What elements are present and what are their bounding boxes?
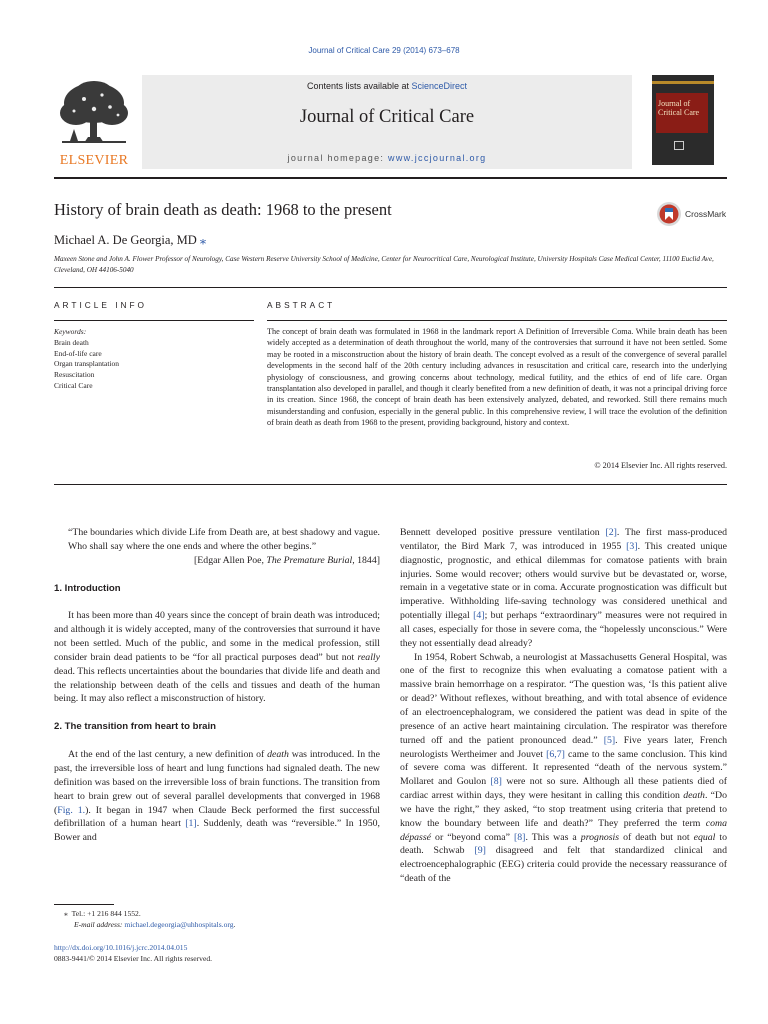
masthead-band <box>142 75 632 169</box>
paragraph-transition <box>54 748 380 845</box>
doi-block <box>54 942 212 964</box>
contents-line <box>142 81 632 91</box>
reference-link[interactable]: [8] <box>514 831 526 843</box>
author-affiliation: Maxeen Stone and John A. Flower Professor of Neurology, Case Western Reserve University School of Medicine, Center for Neurocritical Care, Neurological Institute, University Hospitals Case Medical Center, 11100 Euclid Ave, Cleveland, OH 44106-5040 <box>54 255 714 274</box>
abstract-copyright: © 2014 Elsevier Inc. All rights reserved. <box>594 461 727 470</box>
keyword-item: End-of-life care <box>54 348 102 358</box>
crossmark-badge[interactable] <box>656 201 728 227</box>
reference-link[interactable]: [5] <box>603 734 616 746</box>
text-run: . “Do we have the right,” they asked, “to stop treatment using criteria that pretend to know the boundary between life and death?” They preferred the term <box>400 790 727 829</box>
epigraph-source-work: The Premature Burial <box>266 554 353 566</box>
text-run: dead. This reflects uncertainties about the boundaries that divide life and death and the relationship between death of the cells and tissues and death of the human being. It may also reflect a misconstruction of history. <box>54 665 380 705</box>
journal-homepage-link[interactable]: www.jccjournal.org <box>388 153 487 163</box>
text-run: ). It began in 1947 when Claude Beck performed the first successful defibrillation of a human heart <box>54 804 380 830</box>
keywords-block <box>54 327 119 392</box>
epigraph: “The boundaries which divide Life from Death are, at best shadowy and vague. Who shall say where the one ends and where the other begins.” <box>68 527 380 552</box>
doi-link[interactable]: http://dx.doi.org/10.1016/j.jcrc.2014.04.015 <box>54 943 188 952</box>
body-column-right <box>400 526 727 886</box>
footnote-mark: ⁎ <box>64 909 68 918</box>
emphasis-run: equal <box>693 831 716 843</box>
emphasis-run: really <box>357 651 380 663</box>
author-footnote <box>54 908 235 930</box>
journal-name: Journal of Critical Care <box>299 107 475 127</box>
keyword-item: Brain death <box>54 337 89 347</box>
footnote-email-line <box>54 919 235 930</box>
paragraph-schwab <box>400 651 727 886</box>
abstract-rule <box>267 320 727 321</box>
footnote-tel: Tel.: +1 216 844 1552. <box>71 909 141 918</box>
text-run: . Five years later, French neurologists Wertheimer and Jouvet <box>400 734 728 760</box>
author-name: Michael A. De Georgia, MD <box>54 233 197 247</box>
abstract-text: The concept of brain death was formulated in 1968 in the landmark report A Definition of Irreversible Coma. While brain death has been widely accepted as a determination of death throughout the world, many of the controversies that surround it have not been settled. Some may be rooted in a misconstruction about the history of brain death. The concept evolved as a result of the convergence of several parallel developments in the second half of the 20th century including advances in resuscitation and critical care, research into the underlying physiology of consciousness, and growing concerns about technology, medical futility, and the ethics of end of life care. Organ transplantation also developed in parallel, and though it clearly benefited from a new definition of death, it was not a principal driving force in its creation. Since 1968, the concept of brain death has been extensively analyzed, debated, and reworked. Still there remains much misunderstanding and confusion, especially in the general public. In this comprehensive review, I will trace the evolution of the definition of brain death as death from 1968 to the present, providing background, history and context. <box>267 327 727 428</box>
sciencedirect-link[interactable]: ScienceDirect <box>411 81 468 91</box>
crossmark-label: CrossMark <box>685 209 727 219</box>
emphasis-run: death <box>267 749 289 761</box>
emphasis-run: coma dépassé <box>400 817 727 843</box>
article-info-rule <box>54 320 254 321</box>
abstract-heading: ABSTRACT <box>267 300 336 310</box>
abstract-bottom-rule <box>54 484 727 485</box>
text-run: came to the same conclusion. This kind of severe coma was different. It represented “death of the nervous system.” Mollaret and Goulon <box>400 748 727 788</box>
journal-cover-thumbnail[interactable] <box>652 75 714 165</box>
homepage-line <box>142 153 632 163</box>
keywords-label: Keywords: <box>54 327 87 336</box>
crossmark-icon <box>656 201 682 227</box>
footnote-email-end: . <box>233 920 236 929</box>
journal-citation[interactable]: Journal of Critical Care 29 (2014) 673–678 <box>308 46 460 55</box>
emphasis-run: prognosis <box>580 831 620 843</box>
footnote-rule <box>54 904 114 905</box>
text-run: In 1954, Robert Schwab, a neurologist at Massachusetts General Hospital, was one of the first to recognize this when evaluating a comatose patient with a massive brain hemorrhage on a respirator. “The question was, ‘Is this patient alive or dead?’ Without reflexes, without breathing, and with total absence of evidence of an electroencephalogram, we considered the patient was dead in spite of the presence of an active heart maintaining circulation. The respirator was therefore turned off and the patient pronounced dead.” <box>400 651 727 746</box>
journal-masthead <box>54 75 714 169</box>
text-run: At the end of the last century, a new definition of <box>68 749 268 761</box>
body-column-left <box>54 526 380 845</box>
cover-title-line2: Critical Care <box>658 108 700 117</box>
text-run: Bennett developed positive pressure ventilation <box>400 527 606 538</box>
reference-link[interactable]: [2] <box>605 527 617 538</box>
author-line <box>54 232 206 248</box>
paragraph-introduction <box>54 609 380 706</box>
article-info-heading: ARTICLE INFO <box>54 300 148 310</box>
section-heading-introduction: 1. Introduction <box>54 582 121 594</box>
footnote-email-label: E-mail address: <box>74 920 125 929</box>
cover-emblem-icon <box>674 141 684 150</box>
text-run: to death. Schwab <box>400 831 727 857</box>
text-run: disagreed and felt that standardized clinical and electroencephalographic (EEG) criteria could provide the necessary reassurance of “death of the <box>400 845 727 885</box>
reference-link[interactable]: [4] <box>473 610 485 622</box>
text-run: . The first mass-produced ventilator, the Bird Mark 7, was introduced in 1955 <box>400 527 727 552</box>
epigraph-source-b: , 1844] <box>352 554 380 566</box>
text-run: were not so sure. Although all these patients died of cardiac arrest within days, they were hesitant in calling this condition <box>400 776 727 802</box>
author-footnote-link[interactable]: ⁎ <box>199 233 207 247</box>
elsevier-logo[interactable] <box>54 79 134 167</box>
figure-link[interactable]: Fig. 1. <box>57 804 86 816</box>
cover-title <box>658 99 699 117</box>
homepage-prefix: journal homepage: <box>287 153 389 163</box>
text-run: . This was a <box>525 831 581 843</box>
title-rule <box>54 287 727 288</box>
reference-link[interactable]: [3] <box>626 540 638 552</box>
contents-prefix: Contents lists available at <box>306 81 412 91</box>
footnote-tel-line <box>54 908 235 919</box>
issn-line: 0883-9441/© 2014 Elsevier Inc. All rights reserved. <box>54 954 213 963</box>
text-run: of death but not <box>619 831 694 843</box>
text-run: . This created unique diagnostic, prognostic, and ethical dilemmas for comatose patients with brain injuries. Some would recover; others would survive but be devastated or, worse, remain in a vegetative state or in coma. Accurate prognostication was difficult but imperative. Withholding life-saving technology was considered unethical and potentially illegal <box>400 540 727 622</box>
text-run: . Suddenly, death was “reversible.” In 1950, Bower and <box>54 818 380 844</box>
section-heading-transition: 2. The transition from heart to brain <box>54 721 217 733</box>
text-run: It has been more than 40 years since the concept of brain death was introduced; and although it is widely accepted, many of the controversies that surround it have not been settled. Much of the public, and some in the medical profession, still consider brain dead patients to be “for all practical purposes dead” but not <box>54 610 380 663</box>
keyword-item: Critical Care <box>54 380 93 390</box>
keyword-item: Organ transplantation <box>54 359 120 369</box>
epigraph-source <box>54 554 380 568</box>
reference-link[interactable]: [9] <box>474 845 486 857</box>
header-rule <box>54 177 727 179</box>
cover-title-line1: Journal of <box>658 99 691 108</box>
reference-link[interactable]: [1] <box>185 818 197 830</box>
author-email-link[interactable]: michael.degeorgia@uhhospitals.org <box>124 920 234 929</box>
reference-link[interactable]: [8] <box>490 776 502 788</box>
elsevier-wordmark: ELSEVIER <box>59 153 129 168</box>
paragraph-ventilation <box>400 526 727 651</box>
text-run: or “beyond coma” <box>431 831 515 843</box>
epigraph-source-a: [Edgar Allen Poe, <box>194 554 267 566</box>
text-run: ; but perhaps “extraordinary” measures were not required in all cases, especially for those in severe coma, the “hopelessly unconscious.” Were they not essentially dead already? <box>400 610 728 649</box>
cover-stripe <box>652 81 714 84</box>
reference-link[interactable]: [6,7] <box>546 748 565 760</box>
article-title: History of brain death as death: 1968 to the present <box>54 200 392 219</box>
keyword-item: Resuscitation <box>54 370 95 380</box>
text-run: was introduced. In the past, the irreversible loss of heart and lung functions had signaled death. The new definition was based on the irreversible loss of brain functions. The transition from heart to brain grew out of several parallel developments that converged in 1968 ( <box>54 749 381 816</box>
emphasis-run: death <box>683 790 705 802</box>
